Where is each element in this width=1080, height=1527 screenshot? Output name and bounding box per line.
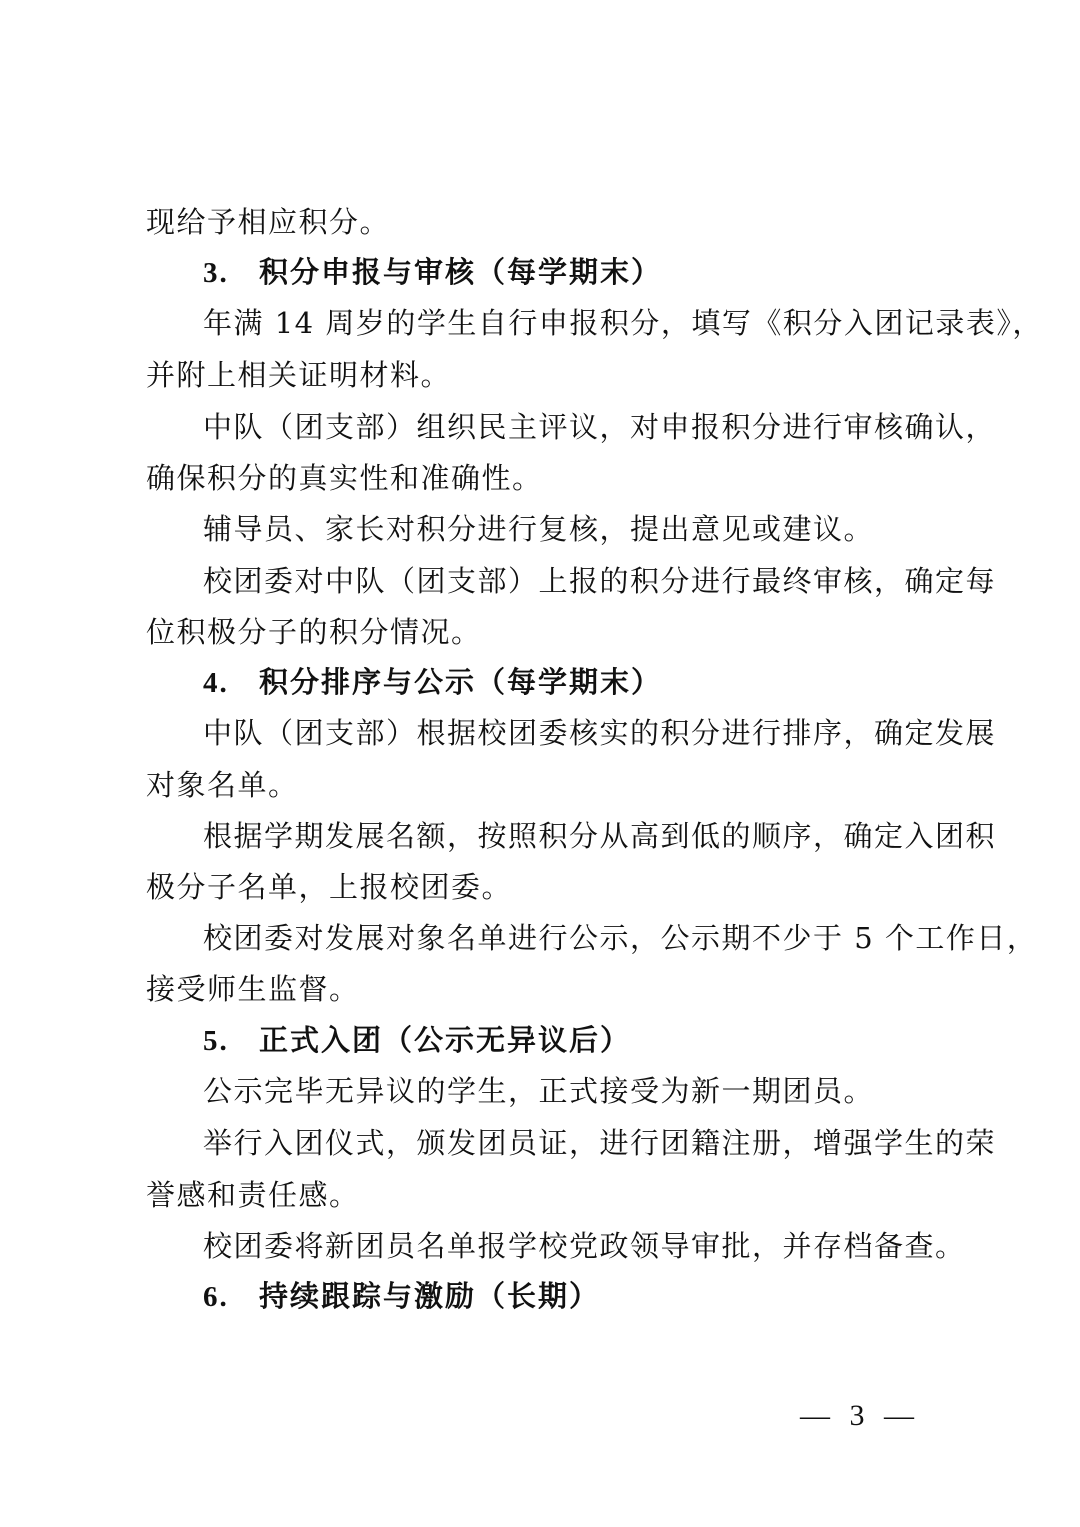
heading-text: 正式入团（公示无异议后） <box>259 1023 632 1057</box>
heading-number: 5. <box>203 1025 229 1057</box>
paragraph-line: 确保积分的真实性和准确性。 <box>146 461 543 495</box>
paragraph-line: 接受师生监督。 <box>146 972 360 1006</box>
paragraph-line: 辅导员、家长对积分进行复核，提出意见或建议。 <box>203 512 875 546</box>
paragraph-line: 年满 14 周岁的学生自行申报积分，填写《积分入团记录表》， <box>203 306 1043 340</box>
paragraph-line: 中队（团支部）根据校团委核实的积分进行排序，确定发展 <box>203 716 997 750</box>
section-heading-6 <box>203 1276 948 1317</box>
paragraph-line: 并附上相关证明材料。 <box>146 358 452 392</box>
paragraph-line: 现给予相应积分。 <box>146 205 391 239</box>
heading-text: 积分申报与审核（每学期末） <box>259 255 663 289</box>
paragraph-line: 根据学期发展名额，按照积分从高到低的顺序，确定入团积 <box>203 819 997 853</box>
paragraph-line: 公示完毕无异议的学生，正式接受为新一期团员。 <box>203 1074 875 1108</box>
section-heading-5 <box>203 1020 948 1061</box>
heading-number: 3. <box>203 257 229 289</box>
page-number: — 3 — <box>800 1399 920 1432</box>
paragraph-line: 位积极分子的积分情况。 <box>146 615 482 649</box>
paragraph-line: 中队（团支部）组织民主评议，对申报积分进行审核确认， <box>203 410 997 444</box>
paragraph-line: 对象名单。 <box>146 768 299 802</box>
paragraph-line: 校团委对中队（团支部）上报的积分进行最终审核，确定每 <box>203 564 997 598</box>
heading-number: 6. <box>203 1281 229 1313</box>
paragraph-line: 校团委将新团员名单报学校党政领导审批，并存档备查。 <box>203 1229 966 1263</box>
heading-number: 4. <box>203 667 229 699</box>
paragraph-line: 誉感和责任感。 <box>146 1178 360 1212</box>
section-heading-4 <box>203 662 948 703</box>
paragraph-line: 校团委对发展对象名单进行公示，公示期不少于 5 个工作日， <box>203 921 1038 955</box>
heading-text: 积分排序与公示（每学期末） <box>259 665 663 699</box>
paragraph-line: 举行入团仪式，颁发团员证，进行团籍注册，增强学生的荣 <box>203 1126 997 1160</box>
heading-text: 持续跟踪与激励（长期） <box>259 1279 601 1313</box>
section-heading-3 <box>203 252 948 293</box>
paragraph-line: 极分子名单，上报校团委。 <box>146 870 513 904</box>
